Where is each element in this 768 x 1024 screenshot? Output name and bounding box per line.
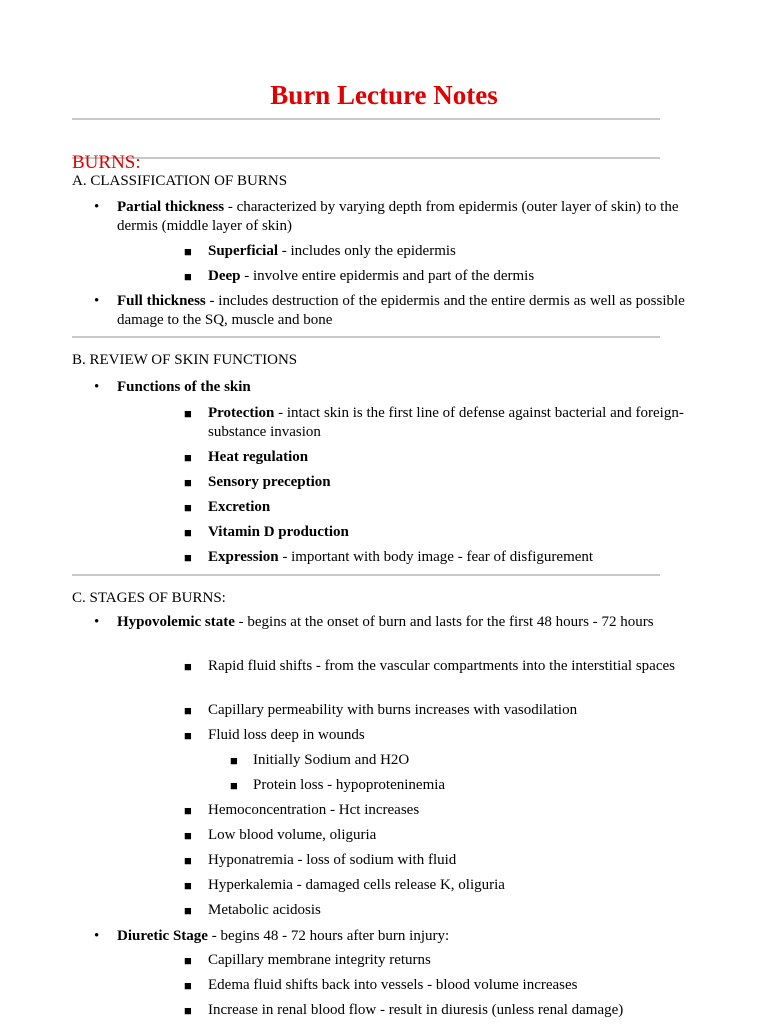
square-bullet-icon: ■ [184,475,192,490]
square-bullet-icon: ■ [184,406,192,421]
bullet-icon: • [94,379,100,395]
bullet-icon: • [94,199,100,215]
square-bullet-icon: ■ [184,659,192,674]
square-bullet-icon: ■ [184,550,192,565]
square-bullet-icon: ■ [184,728,192,743]
section-c-title: C. STAGES OF BURNS: [72,590,226,606]
square-bullet-icon: ■ [184,500,192,515]
page-title: Burn Lecture Notes [270,80,498,110]
square-bullet-icon: ■ [184,978,192,993]
section-b-title: B. REVIEW OF SKIN FUNCTIONS [72,352,298,368]
square-bullet-icon: ■ [184,703,192,718]
section-a-title: A. CLASSIFICATION OF BURNS [72,173,288,189]
square-bullet-icon: ■ [184,853,192,868]
bullet-icon: • [94,293,100,309]
section-divider [72,157,660,159]
square-bullet-icon: ■ [230,753,238,768]
bullet-icon: • [94,928,100,944]
square-bullet-icon: ■ [184,803,192,818]
square-bullet-icon: ■ [184,903,192,918]
square-bullet-icon: ■ [184,450,192,465]
square-bullet-icon: ■ [184,244,192,259]
square-bullet-icon: ■ [184,878,192,893]
section-divider [72,336,660,338]
square-bullet-icon: ■ [184,828,192,843]
square-bullet-icon: ■ [184,953,192,968]
title-divider [72,118,660,120]
bullet-icon: • [94,614,100,630]
square-bullet-icon: ■ [230,778,238,793]
square-bullet-icon: ■ [184,525,192,540]
square-bullet-icon: ■ [184,1003,192,1018]
burns-heading: BURNS: [72,152,141,173]
square-bullet-icon: ■ [184,269,192,284]
section-divider [72,574,660,576]
